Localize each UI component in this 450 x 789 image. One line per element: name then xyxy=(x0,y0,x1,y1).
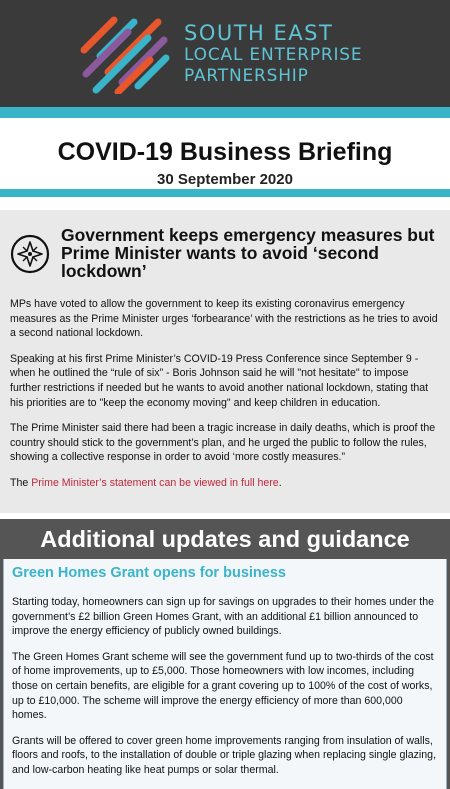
logo-line-1: SOUTH EAST xyxy=(184,21,334,45)
card-paragraph-3: Grants will be offered to cover green home improvements ranging from insulation of walls, floors and roofs, to the installation of double or triple glazing when replacing single glazing, and low-carbon heating like heat pumps or solar thermal. xyxy=(12,734,437,776)
logo-line-3: PARTNERSHIP xyxy=(184,66,309,86)
article-paragraph-1: MPs have voted to allow the government to keep its existing coronavirus emergency measures as the Prime Minister urges ‘forbearance’ with the restrictions as he tries to avoid a second national lockdown. xyxy=(10,298,438,340)
briefing-title: COVID-19 Business Briefing xyxy=(57,138,393,166)
logo-line-2: LOCAL ENTERPRISE xyxy=(184,45,363,65)
article-paragraph-3: The Prime Minister said there had been a tragic increase in daily deaths, which is proof the country should stick to the government’s plan, and he urged the public to follow the rules, showing a collective response in order to avoid ‘more costly measures.” xyxy=(10,422,436,464)
card-paragraph-1: Starting today, homeowners can sign up for savings on upgrades to their homes under the government’s £2 billion Green Homes Grant, with an additional £1 billion announced to improve the energy efficiency of publicly owned buildings. xyxy=(12,596,435,638)
statement-prefix: The xyxy=(10,476,32,489)
briefing-date: 30 September 2020 xyxy=(157,171,293,188)
updates-section xyxy=(0,513,450,559)
lep-logo-mark xyxy=(78,16,170,94)
statement-link[interactable]: Prime Minister’s statement can be viewed in full here xyxy=(31,476,279,489)
statement-suffix: . xyxy=(278,476,282,489)
article-header xyxy=(10,226,440,280)
updates-card-frame xyxy=(0,559,450,789)
article-title: Government keeps emergency measures but Prime Minister wants to avoid ‘second lockdown’ xyxy=(61,225,435,281)
lep-logo-text xyxy=(184,22,362,87)
lead-article xyxy=(0,210,450,513)
card-paragraph-2: The Green Homes Grant scheme will see the government fund up to two-thirds of the cost of home improvements, up to £5,000. Those homeowners with low incomes, including those on certain benefits, are eligible for a grant covering up to 100% of the cost of works, up to £10,000. The scheme will improve the energy efficiency of more than 600,000 homes. xyxy=(12,650,434,722)
article-paragraph-2: Speaking at his first Prime Minister’s COVID-19 Press Conference since September 9 - when he outlined the “rule of six” - Boris Johnson said he will "not hesitate" to impose further restrictions if needed but he wants to avoid another national lockdown, stating that his priorities are to "keep the economy moving" and keep children in education. xyxy=(10,352,429,409)
header xyxy=(0,0,450,107)
green-homes-card xyxy=(3,559,447,789)
briefing-banner xyxy=(0,107,450,197)
updates-heading: Additional updates and guidance xyxy=(0,519,450,559)
article-paragraph-4 xyxy=(10,476,440,491)
compass-icon xyxy=(10,234,50,274)
card-title: Green Homes Grant opens for business xyxy=(12,565,286,581)
banner-panel xyxy=(0,118,450,189)
